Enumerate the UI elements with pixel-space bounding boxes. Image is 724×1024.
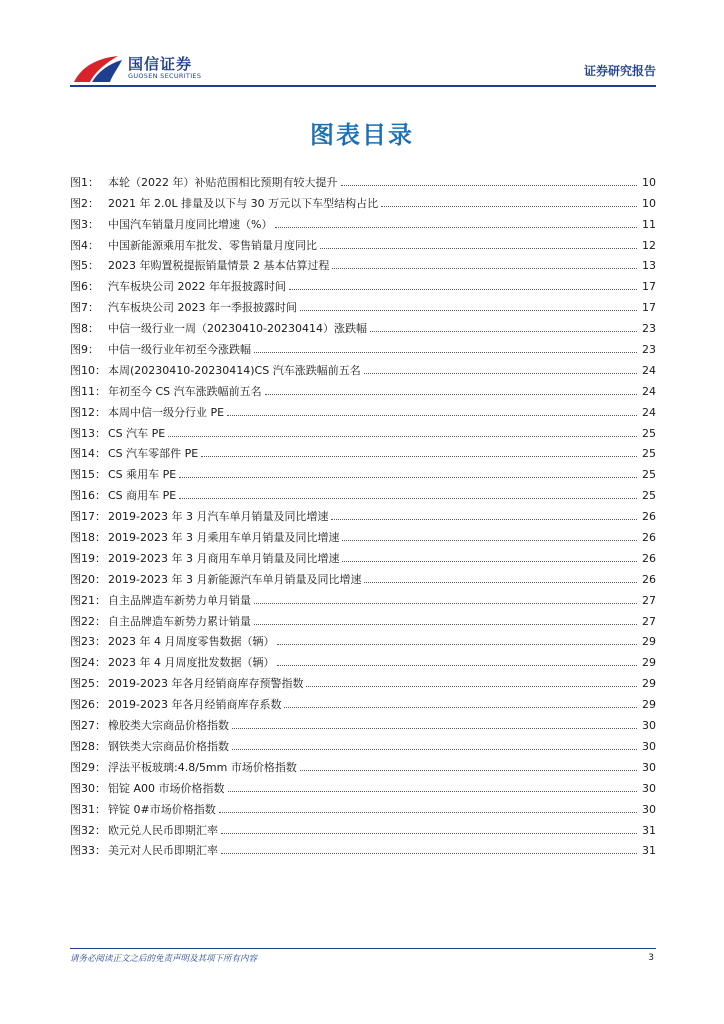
toc-figure-title: CS 汽车 PE [108, 426, 166, 440]
toc-page-number: 11 [642, 217, 656, 231]
toc-page-number: 27 [642, 593, 656, 607]
toc-figure-number: 图26： [70, 698, 106, 712]
page-number: 3 [648, 953, 654, 963]
toc-entry[interactable] [70, 231, 656, 252]
toc-entry[interactable] [70, 795, 656, 816]
toc-figure-title: 美元对人民币即期汇率 [108, 844, 218, 858]
toc-entry[interactable] [70, 419, 656, 440]
toc-entry[interactable] [70, 377, 656, 398]
toc-figure-number: 图23： [70, 635, 106, 649]
toc-leader-dots [342, 561, 637, 562]
brand-name-english: GUOSEN SECURITIES [128, 72, 202, 80]
toc-entry[interactable] [70, 628, 656, 649]
toc-figure-title: 2023 年 4 月周度批发数据（辆） [108, 656, 275, 670]
toc-entry[interactable] [70, 314, 656, 335]
toc-figure-number: 图20： [70, 572, 106, 586]
toc-page-number: 31 [642, 823, 656, 837]
page-header [70, 50, 656, 86]
toc-leader-dots [232, 728, 637, 729]
toc-entry[interactable] [70, 440, 656, 461]
toc-entry[interactable] [70, 481, 656, 502]
toc-figure-number: 图1： [70, 175, 99, 189]
toc-leader-dots [370, 331, 637, 332]
toc-leader-dots [277, 644, 637, 645]
toc-page-number: 10 [642, 175, 656, 189]
toc-entry[interactable] [70, 837, 656, 858]
toc-figure-title: 铝锭 A00 市场价格指数 [108, 781, 225, 795]
toc-page-number: 26 [642, 510, 656, 524]
toc-leader-dots [306, 686, 637, 687]
toc-page-number: 29 [642, 677, 656, 691]
toc-leader-dots [254, 603, 637, 604]
toc-page-number: 12 [642, 238, 656, 252]
toc-leader-dots [179, 477, 637, 478]
toc-leader-dots [227, 415, 637, 416]
toc-leader-dots [289, 289, 637, 290]
toc-figure-number: 图7： [70, 301, 99, 315]
guosen-logo-icon [72, 52, 124, 84]
toc-figure-title: 中信一级行业年初至今涨跌幅 [108, 343, 251, 357]
toc-figure-number: 图4： [70, 238, 99, 252]
toc-entry[interactable] [70, 502, 656, 523]
toc-leader-dots [275, 227, 637, 228]
toc-page-number: 24 [642, 405, 656, 419]
disclaimer: 请务必阅读正文之后的免责声明及其项下所有内容 [70, 954, 258, 964]
toc-page-number: 26 [642, 572, 656, 586]
toc-page-number: 25 [642, 447, 656, 461]
toc-page-number: 31 [642, 844, 656, 858]
toc-leader-dots [364, 373, 637, 374]
toc-page-number: 17 [642, 280, 656, 294]
toc-leader-dots [265, 394, 637, 395]
toc-page-number: 30 [642, 781, 656, 795]
toc-figure-number: 图30： [70, 781, 106, 795]
toc-leader-dots [277, 665, 637, 666]
toc-figure-title: CS 汽车零部件 PE [108, 447, 199, 461]
toc-entry[interactable] [70, 544, 656, 565]
toc-figure-title: 2021 年 2.0L 排量及以下与 30 万元以下车型结构占比 [108, 196, 379, 210]
toc-figure-number: 图19： [70, 551, 106, 565]
toc-figure-title: 自主品牌造车新势力单月销量 [108, 593, 251, 607]
toc-leader-dots [300, 770, 637, 771]
toc-page-number: 13 [642, 259, 656, 273]
toc-figure-number: 图9： [70, 343, 99, 357]
toc-entry[interactable] [70, 398, 656, 419]
toc-leader-dots [300, 310, 637, 311]
toc-page-number: 29 [642, 635, 656, 649]
toc-figure-number: 图28： [70, 739, 106, 753]
toc-figure-number: 图18： [70, 531, 106, 545]
toc-leader-dots [381, 206, 637, 207]
header-divider [70, 85, 656, 87]
toc-figure-number: 图12： [70, 405, 106, 419]
toc-figure-title: 自主品牌造车新势力累计销量 [108, 614, 251, 628]
toc-entry[interactable] [70, 460, 656, 481]
toc-leader-dots [341, 185, 638, 186]
toc-page-number: 10 [642, 196, 656, 210]
toc-figure-title: 2019-2023 年各月经销商库存系数 [108, 698, 282, 712]
toc-page-number: 30 [642, 802, 656, 816]
toc-figure-title: 本周(20230410-20230414)CS 汽车涨跌幅前五名 [108, 363, 361, 377]
toc-figure-number: 图31： [70, 802, 106, 816]
toc-page-number: 23 [642, 343, 656, 357]
toc-figure-number: 图29： [70, 760, 106, 774]
toc-leader-dots [254, 352, 637, 353]
toc-figure-number: 图3： [70, 217, 99, 231]
table-of-figures [70, 168, 656, 857]
toc-figure-number: 图33： [70, 844, 106, 858]
toc-page-number: 25 [642, 468, 656, 482]
report-type-label: 证券研究报告 [583, 64, 656, 78]
toc-figure-title: 2019-2023 年各月经销商库存预警指数 [108, 677, 304, 691]
toc-entry[interactable] [70, 586, 656, 607]
toc-figure-title: 中信一级行业一周（20230410-20230414）涨跌幅 [108, 322, 367, 336]
footer-divider [70, 948, 656, 949]
toc-page-number: 29 [642, 656, 656, 670]
toc-entry[interactable] [70, 168, 656, 189]
toc-figure-number: 图2： [70, 196, 99, 210]
toc-page-number: 24 [642, 384, 656, 398]
toc-entry[interactable] [70, 753, 656, 774]
toc-figure-title: 汽车板块公司 2023 年一季报披露时间 [108, 301, 297, 315]
toc-entry[interactable] [70, 690, 656, 711]
toc-leader-dots [232, 749, 637, 750]
toc-entry[interactable] [70, 189, 656, 210]
toc-entry[interactable] [70, 210, 656, 231]
toc-figure-number: 图6： [70, 280, 99, 294]
toc-entry[interactable] [70, 732, 656, 753]
toc-figure-title: 2023 年 4 月周度零售数据（辆） [108, 635, 275, 649]
toc-entry[interactable] [70, 252, 656, 273]
toc-entry[interactable] [70, 523, 656, 544]
toc-figure-number: 图24： [70, 656, 106, 670]
toc-page-number: 30 [642, 739, 656, 753]
toc-figure-title: 2023 年购置税提振销量情景 2 基本估算过程 [108, 259, 330, 273]
toc-page-number: 17 [642, 301, 656, 315]
toc-leader-dots [201, 456, 637, 457]
toc-figure-title: 年初至今 CS 汽车涨跌幅前五名 [108, 384, 262, 398]
toc-figure-number: 图32： [70, 823, 106, 837]
toc-page-number: 25 [642, 489, 656, 503]
toc-page-number: 26 [642, 551, 656, 565]
toc-figure-number: 图5： [70, 259, 99, 273]
toc-entry[interactable] [70, 648, 656, 669]
toc-figure-number: 图25： [70, 677, 106, 691]
toc-page-number: 25 [642, 426, 656, 440]
toc-figure-number: 图10： [70, 363, 106, 377]
toc-figure-number: 图16： [70, 489, 106, 503]
toc-figure-title: 2019-2023 年 3 月乘用车单月销量及同比增速 [108, 531, 340, 545]
toc-page-number: 30 [642, 719, 656, 733]
toc-figure-number: 图14： [70, 447, 106, 461]
toc-page-number: 24 [642, 363, 656, 377]
toc-figure-title: 欧元兑人民币即期汇率 [108, 823, 218, 837]
toc-entry[interactable] [70, 335, 656, 356]
toc-leader-dots [221, 833, 637, 834]
toc-leader-dots [228, 791, 637, 792]
toc-figure-title: 钢铁类大宗商品价格指数 [108, 739, 229, 753]
toc-leader-dots [332, 268, 637, 269]
toc-figure-title: 本周中信一级分行业 PE [108, 405, 225, 419]
toc-page-number: 26 [642, 531, 656, 545]
toc-figure-number: 图11： [70, 384, 106, 398]
toc-figure-number: 图21： [70, 593, 106, 607]
toc-page-number: 23 [642, 322, 656, 336]
toc-figure-title: 橡胶类大宗商品价格指数 [108, 719, 229, 733]
toc-leader-dots [168, 436, 637, 437]
toc-figure-title: 中国新能源乘用车批发、零售销量月度同比 [108, 238, 317, 252]
toc-leader-dots [342, 540, 637, 541]
toc-figure-number: 图27： [70, 719, 106, 733]
toc-figure-number: 图13： [70, 426, 106, 440]
page-title: 图表目录 [310, 121, 414, 149]
toc-entry[interactable] [70, 293, 656, 314]
toc-leader-dots [179, 498, 637, 499]
toc-figure-title: 2019-2023 年 3 月汽车单月销量及同比增速 [108, 510, 329, 524]
toc-figure-number: 图22： [70, 614, 106, 628]
toc-figure-title: 中国汽车销量月度同比增速（%） [108, 217, 273, 231]
toc-entry[interactable] [70, 711, 656, 732]
toc-figure-title: 锌锭 0#市场价格指数 [108, 802, 216, 816]
toc-figure-title: 浮法平板玻璃:4.8/5mm 市场价格指数 [108, 760, 297, 774]
toc-figure-title: CS 乘用车 PE [108, 468, 177, 482]
toc-figure-title: CS 商用车 PE [108, 489, 177, 503]
toc-figure-title: 2019-2023 年 3 月新能源汽车单月销量及同比增速 [108, 572, 362, 586]
toc-leader-dots [219, 812, 637, 813]
toc-leader-dots [364, 582, 637, 583]
toc-entry[interactable] [70, 356, 656, 377]
toc-entry[interactable] [70, 607, 656, 628]
toc-page-number: 30 [642, 760, 656, 774]
brand-name: 国信证券 [128, 55, 193, 73]
toc-entry[interactable] [70, 565, 656, 586]
toc-figure-title: 2019-2023 年 3 月商用车单月销量及同比增速 [108, 551, 340, 565]
toc-leader-dots [254, 624, 637, 625]
toc-figure-title: 本轮（2022 年）补贴范围相比预期有较大提升 [108, 175, 338, 189]
toc-page-number: 29 [642, 698, 656, 712]
toc-figure-title: 汽车板块公司 2022 年年报披露时间 [108, 280, 286, 294]
toc-entry[interactable] [70, 774, 656, 795]
toc-entry[interactable] [70, 272, 656, 293]
toc-leader-dots [320, 248, 637, 249]
toc-leader-dots [331, 519, 637, 520]
toc-leader-dots [284, 707, 637, 708]
toc-leader-dots [221, 853, 637, 854]
toc-entry[interactable] [70, 816, 656, 837]
toc-entry[interactable] [70, 669, 656, 690]
toc-figure-number: 图15： [70, 468, 106, 482]
toc-figure-number: 图8： [70, 322, 99, 336]
toc-page-number: 27 [642, 614, 656, 628]
toc-figure-number: 图17： [70, 510, 106, 524]
